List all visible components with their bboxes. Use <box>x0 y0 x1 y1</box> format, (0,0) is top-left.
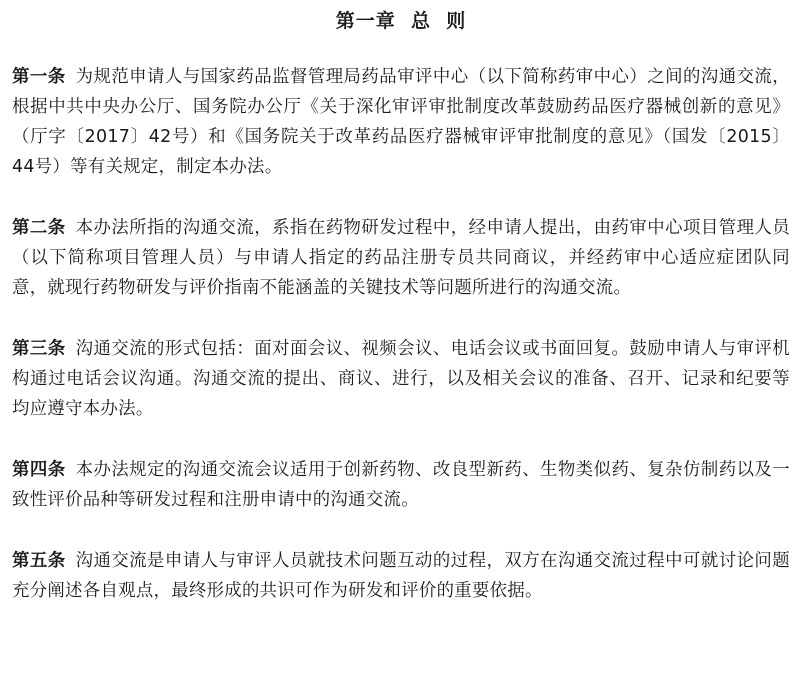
article-1 <box>12 62 790 182</box>
article-3 <box>12 334 790 424</box>
article-label: 第四条 <box>12 460 66 480</box>
article-text: 本办法所指的沟通交流，系指在药物研发过程中，经申请人提出，由药审中心项目管理人员（以下简称项目管理人员）与申请人指定的药品注册专员共同商议，并经药审中心适应症团队同意，就现行药物研发与评价指南不能涵盖的关键技术等问题所进行的沟通交流。 <box>12 218 790 298</box>
article-text: 沟通交流是申请人与审评人员就技术问题互动的过程，双方在沟通交流过程中可就讨论问题充分阐述各自观点，最终形成的共识可作为研发和评价的重要依据。 <box>12 551 790 601</box>
article-label: 第二条 <box>12 218 66 238</box>
chapter-title: 第一章 总 则 <box>335 10 467 32</box>
article-5 <box>12 546 790 606</box>
article-label: 第三条 <box>12 339 66 359</box>
article-2 <box>12 213 790 303</box>
article-text: 本办法规定的沟通交流会议适用于创新药物、改良型新药、生物类似药、复杂仿制药以及一致性评价品种等研发过程和注册申请中的沟通交流。 <box>12 460 790 510</box>
article-4 <box>12 455 790 515</box>
article-label: 第五条 <box>12 551 66 571</box>
article-text: 沟通交流的形式包括：面对面会议、视频会议、电话会议或书面回复。鼓励申请人与审评机构通过电话会议沟通。沟通交流的提出、商议、进行，以及相关会议的准备、召开、记录和纪要等均应遵守本办法。 <box>12 339 790 419</box>
article-label: 第一条 <box>12 67 66 87</box>
article-text: 为规范申请人与国家药品监督管理局药品审评中心（以下简称药审中心）之间的沟通交流，根据中共中央办公厅、国务院办公厅《关于深化审评审批制度改革鼓励药品医疗器械创新的意见》（厅字〔2017〕42号）和《国务院关于改革药品医疗器械审评审批制度的意见》（国发〔2015〕44号）等有关规定，制定本办法。 <box>12 67 790 177</box>
